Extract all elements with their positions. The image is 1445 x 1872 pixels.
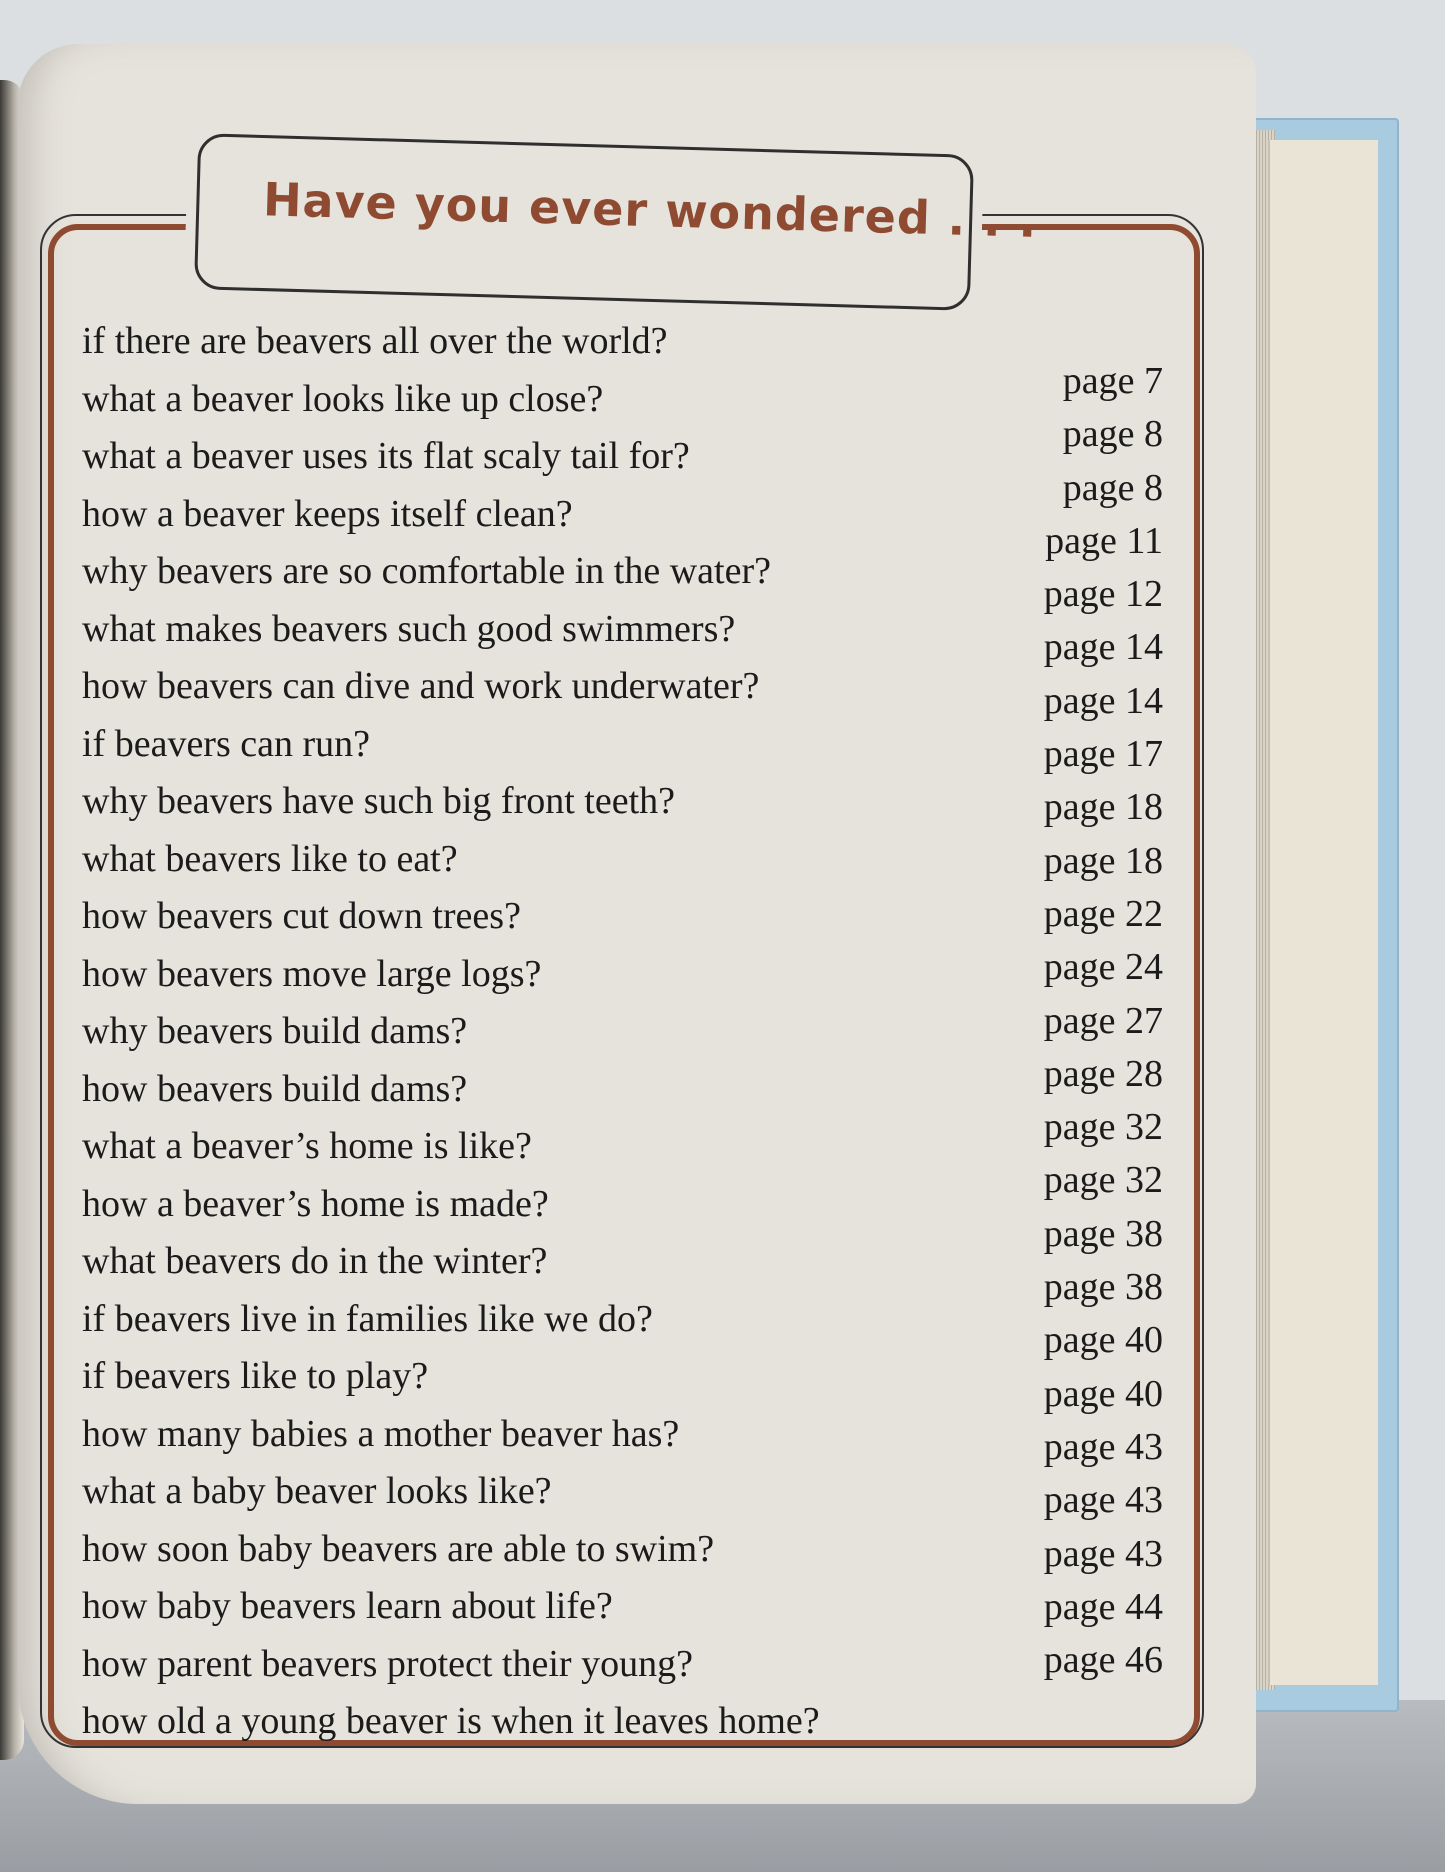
question-item: how baby beavers learn about life?: [82, 1585, 613, 1627]
page-reference: page 32: [1043, 1106, 1163, 1149]
question-item: how soon baby beavers are able to swim?: [82, 1527, 715, 1570]
page-reference: page 43: [1043, 1532, 1163, 1575]
question-list: [82, 319, 932, 1757]
question-item: how a beaver’s home is made?: [82, 1182, 549, 1225]
question-item: what a beaver uses its flat scaly tail for?: [82, 435, 690, 477]
question-item: what a beaver looks like up close?: [82, 377, 604, 420]
page-reference: page 14: [1043, 626, 1163, 669]
question-item: how beavers build dams?: [82, 1067, 468, 1110]
page-reference: page 24: [1043, 946, 1163, 989]
page-reference: page 14: [1043, 679, 1163, 722]
question-item: what a beaver’s home is like?: [82, 1125, 532, 1167]
page-reference: page 27: [1043, 999, 1163, 1042]
question-item: if beavers like to play?: [82, 1355, 429, 1397]
question-item: what a baby beaver looks like?: [82, 1470, 552, 1512]
book-page: [18, 44, 1256, 1804]
page-reference: page 22: [1043, 892, 1163, 935]
page-reference: page 43: [1043, 1479, 1163, 1522]
question-item: if beavers live in families like we do?: [82, 1297, 653, 1340]
question-item: if there are beavers all over the world?: [82, 320, 668, 362]
question-item: why beavers have such big front teeth?: [82, 780, 676, 822]
endpaper: [1268, 140, 1378, 1685]
question-item: why beavers build dams?: [82, 1010, 468, 1052]
question-item: if beavers can run?: [82, 722, 371, 765]
page-reference: page 17: [1043, 733, 1163, 776]
page-reference: page 28: [1043, 1052, 1163, 1095]
page-reference: page 32: [1043, 1159, 1163, 1202]
question-item: how many babies a mother beaver has?: [82, 1412, 680, 1455]
page-reference: page 8: [1062, 413, 1163, 456]
page-reference: page 38: [1043, 1212, 1163, 1255]
question-item: what beavers do in the winter?: [82, 1240, 548, 1282]
page-reference: page 18: [1043, 786, 1163, 829]
question-item: how old a young beaver is when it leaves home?: [82, 1700, 820, 1742]
page-reference: page 11: [1045, 519, 1163, 562]
page-reference: page 43: [1043, 1425, 1163, 1468]
page-reference: page 44: [1043, 1585, 1163, 1628]
question-item: how beavers cut down trees?: [82, 895, 521, 937]
question-item: how beavers move large logs?: [82, 952, 542, 995]
page-reference: page 18: [1043, 839, 1163, 882]
question-item: what beavers like to eat?: [82, 837, 458, 880]
page-reference: page 40: [1043, 1319, 1163, 1362]
page-reference: page 12: [1043, 573, 1163, 616]
page-reference: page 40: [1043, 1372, 1163, 1415]
question-item: why beavers are so comfortable in the water?: [82, 550, 771, 592]
page-title: Have you ever wondered . . .: [262, 172, 1039, 248]
page-reference: page 38: [1043, 1266, 1163, 1309]
question-item: how beavers can dive and work underwater?: [82, 665, 760, 707]
page-reference: page 46: [1043, 1639, 1163, 1682]
page-number-list: [1023, 359, 1163, 1691]
question-item: how a beaver keeps itself clean?: [82, 492, 573, 535]
question-item: what makes beavers such good swimmers?: [82, 607, 736, 650]
page-reference: page 7: [1062, 360, 1163, 402]
page-reference: page 8: [1062, 466, 1163, 509]
question-item: how parent beavers protect their young?: [82, 1642, 693, 1685]
